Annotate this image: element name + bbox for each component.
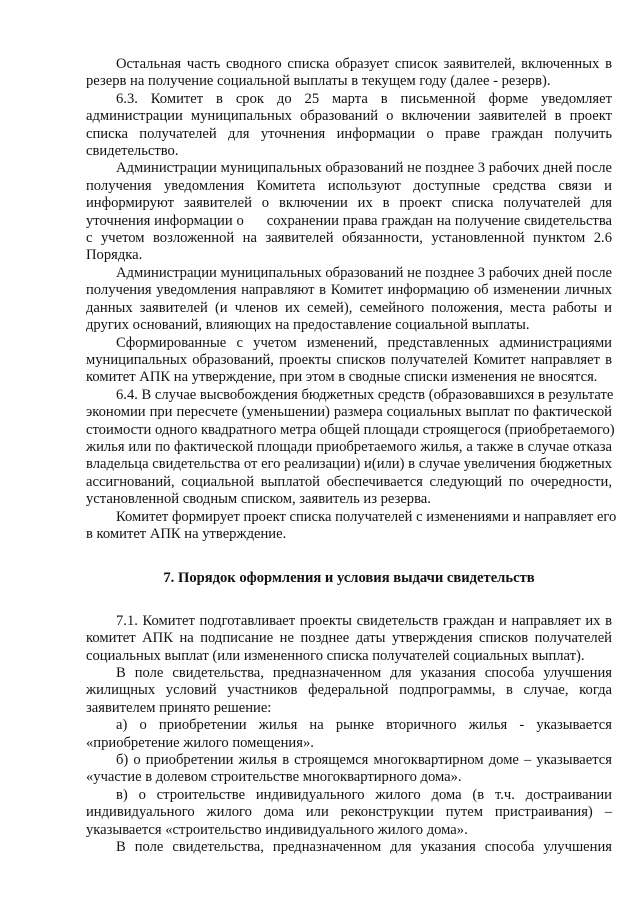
paragraph-municipal-changes	[86, 265, 612, 335]
text-line: В поле свидетельства, предназначенном для указания способа улучшения	[116, 665, 612, 681]
text-line: комитет АПК на утверждение, при этом в сводные списки изменения не вносятся.	[86, 369, 598, 386]
text-line: Порядка.	[86, 247, 143, 264]
text-line: в комитет АПК на утверждение.	[86, 525, 287, 542]
text-line: экономии при пересчете (уменьшении) размера социальных выплат по фактической	[86, 404, 612, 421]
text-line: 7.1. Комитет подготавливает проекты свидетельств граждан и направляет их в	[116, 612, 612, 629]
text-line: комитет АПК на подписание не позднее даты утверждения списков получателей	[86, 630, 612, 647]
text-line: б) о приобретении жилья в строящемся многоквартирном доме – указывается	[116, 752, 612, 769]
text-line: 6.4. В случае высвобождения бюджетных средств (образовавшихся в результате	[116, 386, 614, 403]
text-line: «приобретение жилого помещения».	[86, 734, 314, 751]
text-line: указывается «строительство индивидуального жилого дома».	[86, 821, 468, 838]
text-line: информируют заявителей о включении их в проект списка получателей для	[86, 195, 612, 212]
paragraph-certificate-field-2	[86, 839, 612, 856]
text-line: заявителем принято решение:	[86, 699, 272, 716]
text-line: в) о строительстве индивидуального жилого дома (в т.ч. достраивании	[116, 786, 612, 803]
text-line: «участие в долевом строительстве многоквартирного дома».	[86, 769, 462, 786]
text-line: Остальная часть сводного списка образует список заявителей, включенных в	[116, 56, 612, 72]
text-line: списка получателей для уточнения информации о праве граждан получить	[86, 125, 612, 142]
text-line: жилищных условий участников федеральной подпрограммы, в случае, когда	[86, 682, 612, 699]
paragraph-committee-forms	[86, 508, 617, 544]
paragraph-formed-lists	[86, 335, 612, 387]
text-line: муниципальных образований, проекты списков получателей Комитет направляет в	[86, 351, 612, 368]
text-line: В поле свидетельства, предназначенном для указания способа улучшения	[116, 839, 612, 856]
text-line: получения уведомления Комитета используют доступные средства связи и	[86, 177, 612, 194]
text-line: других оснований, влияющих на предоставление социальной выплаты.	[86, 317, 530, 334]
text-line: получения уведомления направляют в Комитет информацию об изменении личных	[86, 282, 612, 299]
paragraph-option-a	[86, 717, 612, 752]
text-line: Администрации муниципальных образований не позднее 3 рабочих дней после	[116, 160, 612, 177]
section-heading: 7. Порядок оформления и условия выдачи свидетельств	[163, 570, 535, 587]
text-line: 6.3. Комитет в срок до 25 марта в письменной форме уведомляет	[116, 90, 612, 107]
paragraph-7-1	[86, 613, 612, 665]
text-line: Сформированные с учетом изменений, представленных администрациями	[116, 334, 612, 351]
text-line: жилья или по фактической площади приобретаемого жилья, а также в случае отказа	[86, 438, 612, 455]
paragraph-6-4	[86, 386, 615, 509]
text-line: Администрации муниципальных образований не позднее 3 рабочих дней после	[116, 264, 612, 281]
text-line: установленной сводным списком, заявитель из резерва.	[86, 491, 431, 508]
paragraph-option-b	[86, 752, 612, 787]
paragraph-certificate-field	[86, 665, 612, 717]
text-line: социальных выплат (или измененного списка получателей социальных выплат).	[86, 647, 585, 664]
text-line: владельца свидетельства от его реализации) и(или) в случае увеличения бюджетных	[86, 456, 612, 473]
text-line: с учетом возложенной на заявителей обязанности, установленной пунктом 2.6	[86, 230, 612, 247]
paragraph-option-c	[86, 787, 612, 839]
text-line: данных заявителей (и членов их семей), семейного положения, места работы и	[86, 299, 612, 316]
paragraph-reserve-list	[86, 56, 612, 91]
text-line: администрации муниципальных образований о включении заявителей в проект	[86, 108, 612, 125]
text-line: Комитет формирует проект списка получателей с изменениями и направляет его	[116, 508, 617, 525]
text-line: а) о приобретении жилья на рынке вторичного жилья - указывается	[116, 717, 612, 734]
text-line: уточнения информации о сохранении права граждан на получение свидетельства	[86, 212, 612, 229]
text-line: стоимости одного квадратного метра общей площади строящегося (приобретаемого)	[86, 421, 615, 438]
text-line: индивидуального жилого дома или реконструкции путем пристраивания) –	[86, 804, 612, 821]
text-line: свидетельство.	[86, 143, 179, 160]
paragraph-municipal-notify	[86, 160, 612, 264]
text-line: ассигнований, социальной выплатой обеспечивается следующий по очередности,	[86, 473, 612, 490]
paragraph-6-3	[86, 91, 612, 161]
text-line: резерв на получение социальной выплаты в текущем году (далее - резерв).	[86, 73, 551, 90]
